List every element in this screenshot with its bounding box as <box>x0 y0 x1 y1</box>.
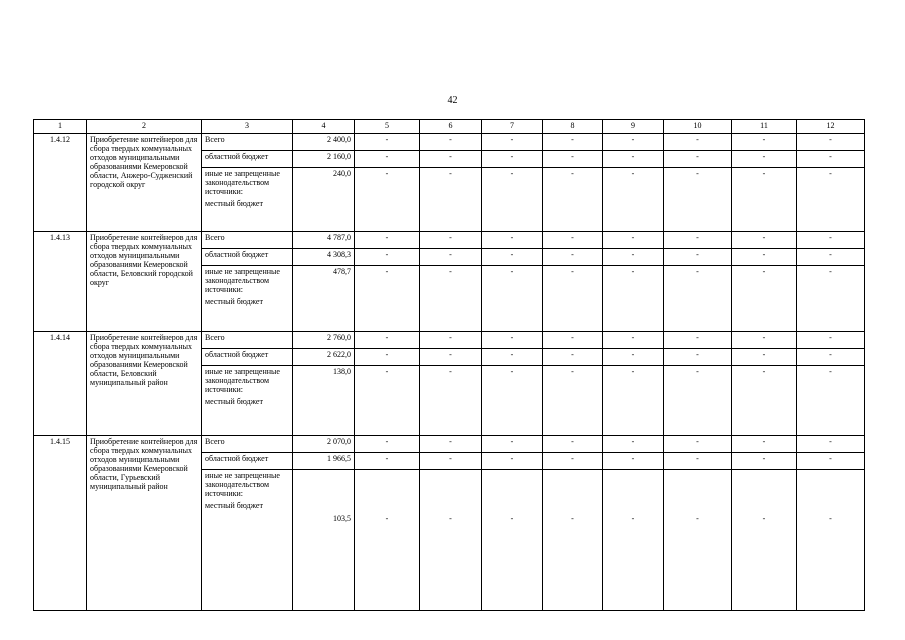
amount-local: 103,5 <box>293 470 355 611</box>
empty-value: - <box>543 332 603 349</box>
header-cell: 8 <box>543 120 603 134</box>
empty-value: - <box>603 366 664 436</box>
amount-regional: 2 622,0 <box>293 349 355 366</box>
header-cell: 4 <box>293 120 355 134</box>
item-number: 1.4.12 <box>34 134 87 232</box>
empty-value: - <box>732 332 797 349</box>
empty-value: - <box>797 453 865 470</box>
empty-value: - <box>603 332 664 349</box>
amount-total: 4 787,0 <box>293 232 355 249</box>
source-label: Всего <box>202 436 293 453</box>
header-cell: 1 <box>34 120 87 134</box>
source-local-label: местный бюджет <box>205 501 263 510</box>
source-other-label: иные не запрещенные законодательством источники: <box>205 367 280 394</box>
empty-value: - <box>797 151 865 168</box>
source-label: областной бюджет <box>202 249 293 266</box>
header-cell: 12 <box>797 120 865 134</box>
empty-value: - <box>732 349 797 366</box>
amount-local: 478,7 <box>293 266 355 332</box>
empty-value: - <box>543 436 603 453</box>
empty-value: - <box>420 134 482 151</box>
empty-value: - <box>420 249 482 266</box>
empty-value: - <box>603 266 664 332</box>
table-row <box>34 232 865 249</box>
empty-value: - <box>603 232 664 249</box>
empty-value: - <box>797 436 865 453</box>
empty-value: - <box>543 453 603 470</box>
table-row <box>34 332 865 349</box>
empty-value: - <box>482 134 543 151</box>
empty-value: - <box>603 436 664 453</box>
empty-value: - <box>482 168 543 232</box>
empty-value: - <box>543 366 603 436</box>
empty-value: - <box>797 366 865 436</box>
empty-value: - <box>797 134 865 151</box>
empty-value: - <box>355 232 420 249</box>
source-label: областной бюджет <box>202 349 293 366</box>
empty-value: - <box>603 134 664 151</box>
empty-value: - <box>664 168 732 232</box>
empty-value: - <box>543 232 603 249</box>
amount-total: 2 760,0 <box>293 332 355 349</box>
source-local-label: местный бюджет <box>205 297 263 306</box>
empty-value: - <box>732 151 797 168</box>
empty-value: - <box>603 349 664 366</box>
source-label: областной бюджет <box>202 151 293 168</box>
header-cell: 7 <box>482 120 543 134</box>
empty-value: - <box>482 436 543 453</box>
empty-value: - <box>664 134 732 151</box>
item-number: 1.4.15 <box>34 436 87 611</box>
empty-value: - <box>797 232 865 249</box>
source-label <box>202 366 293 436</box>
empty-value: - <box>420 470 482 611</box>
empty-value: - <box>420 436 482 453</box>
source-label: областной бюджет <box>202 453 293 470</box>
empty-value: - <box>355 266 420 332</box>
source-other-label: иные не запрещенные законодательством источники: <box>205 267 280 294</box>
table-row <box>34 436 865 453</box>
header-row <box>34 120 865 134</box>
source-local-label: местный бюджет <box>205 397 263 406</box>
empty-value: - <box>482 332 543 349</box>
source-label: Всего <box>202 332 293 349</box>
item-number: 1.4.13 <box>34 232 87 332</box>
empty-value: - <box>482 366 543 436</box>
table-row-group <box>34 332 865 436</box>
header-cell: 11 <box>732 120 797 134</box>
empty-value: - <box>732 249 797 266</box>
amount-local: 138,0 <box>293 366 355 436</box>
header-cell: 5 <box>355 120 420 134</box>
empty-value: - <box>603 470 664 611</box>
empty-value: - <box>664 436 732 453</box>
item-description: Приобретение контейнеров для сбора твердых коммунальных отходов муниципальными образованиями Кемеровской области, Гурьевский муниципальный район <box>87 436 202 611</box>
amount-total: 2 070,0 <box>293 436 355 453</box>
header-cell: 6 <box>420 120 482 134</box>
amount-regional: 1 966,5 <box>293 453 355 470</box>
empty-value: - <box>603 453 664 470</box>
empty-value: - <box>482 249 543 266</box>
budget-table <box>33 119 865 611</box>
empty-value: - <box>543 134 603 151</box>
empty-value: - <box>797 266 865 332</box>
item-description: Приобретение контейнеров для сбора твердых коммунальных отходов муниципальными образованиями Кемеровской области, Беловский городской округ <box>87 232 202 332</box>
header-cell: 9 <box>603 120 664 134</box>
item-description: Приобретение контейнеров для сбора твердых коммунальных отходов муниципальными образованиями Кемеровской области, Анжеро-Судженский городской округ <box>87 134 202 232</box>
empty-value: - <box>603 151 664 168</box>
empty-value: - <box>732 470 797 611</box>
empty-value: - <box>482 470 543 611</box>
table-row-group <box>34 134 865 232</box>
source-other-label: иные не запрещенные законодательством источники: <box>205 169 280 196</box>
header-cell: 10 <box>664 120 732 134</box>
empty-value: - <box>420 151 482 168</box>
table-row-group <box>34 436 865 611</box>
empty-value: - <box>664 366 732 436</box>
empty-value: - <box>664 453 732 470</box>
empty-value: - <box>482 349 543 366</box>
table-row-group <box>34 232 865 332</box>
source-label <box>202 470 293 611</box>
empty-value: - <box>355 168 420 232</box>
empty-value: - <box>482 151 543 168</box>
empty-value: - <box>664 151 732 168</box>
source-label <box>202 168 293 232</box>
empty-value: - <box>543 470 603 611</box>
empty-value: - <box>797 168 865 232</box>
source-other-label: иные не запрещенные законодательством источники: <box>205 471 280 498</box>
empty-value: - <box>664 470 732 611</box>
empty-value: - <box>732 266 797 332</box>
empty-value: - <box>603 168 664 232</box>
empty-value: - <box>797 349 865 366</box>
empty-value: - <box>420 453 482 470</box>
empty-value: - <box>732 453 797 470</box>
empty-value: - <box>355 349 420 366</box>
header-cell: 2 <box>87 120 202 134</box>
empty-value: - <box>355 366 420 436</box>
item-description: Приобретение контейнеров для сбора твердых коммунальных отходов муниципальными образованиями Кемеровской области, Беловский муниципальный район <box>87 332 202 436</box>
amount-local: 240,0 <box>293 168 355 232</box>
empty-value: - <box>543 249 603 266</box>
source-label: Всего <box>202 134 293 151</box>
empty-value: - <box>603 249 664 266</box>
empty-value: - <box>732 232 797 249</box>
empty-value: - <box>732 436 797 453</box>
empty-value: - <box>420 232 482 249</box>
empty-value: - <box>355 470 420 611</box>
empty-value: - <box>732 168 797 232</box>
empty-value: - <box>543 349 603 366</box>
empty-value: - <box>355 453 420 470</box>
source-local-label: местный бюджет <box>205 199 263 208</box>
empty-value: - <box>355 134 420 151</box>
empty-value: - <box>664 249 732 266</box>
table-row <box>34 134 865 151</box>
empty-value: - <box>355 436 420 453</box>
empty-value: - <box>732 134 797 151</box>
empty-value: - <box>355 249 420 266</box>
header-cell: 3 <box>202 120 293 134</box>
page-number: 42 <box>447 95 458 106</box>
item-number: 1.4.14 <box>34 332 87 436</box>
empty-value: - <box>420 168 482 232</box>
empty-value: - <box>664 349 732 366</box>
source-label: Всего <box>202 232 293 249</box>
empty-value: - <box>482 266 543 332</box>
empty-value: - <box>664 232 732 249</box>
source-label <box>202 266 293 332</box>
empty-value: - <box>797 470 865 611</box>
empty-value: - <box>664 332 732 349</box>
amount-regional: 4 308,3 <box>293 249 355 266</box>
empty-value: - <box>797 249 865 266</box>
amount-regional: 2 160,0 <box>293 151 355 168</box>
empty-value: - <box>482 232 543 249</box>
empty-value: - <box>420 366 482 436</box>
empty-value: - <box>732 366 797 436</box>
empty-value: - <box>482 453 543 470</box>
empty-value: - <box>664 266 732 332</box>
empty-value: - <box>543 151 603 168</box>
empty-value: - <box>420 266 482 332</box>
amount-total: 2 400,0 <box>293 134 355 151</box>
empty-value: - <box>543 168 603 232</box>
empty-value: - <box>355 151 420 168</box>
empty-value: - <box>543 266 603 332</box>
empty-value: - <box>420 332 482 349</box>
empty-value: - <box>355 332 420 349</box>
empty-value: - <box>420 349 482 366</box>
empty-value: - <box>797 332 865 349</box>
